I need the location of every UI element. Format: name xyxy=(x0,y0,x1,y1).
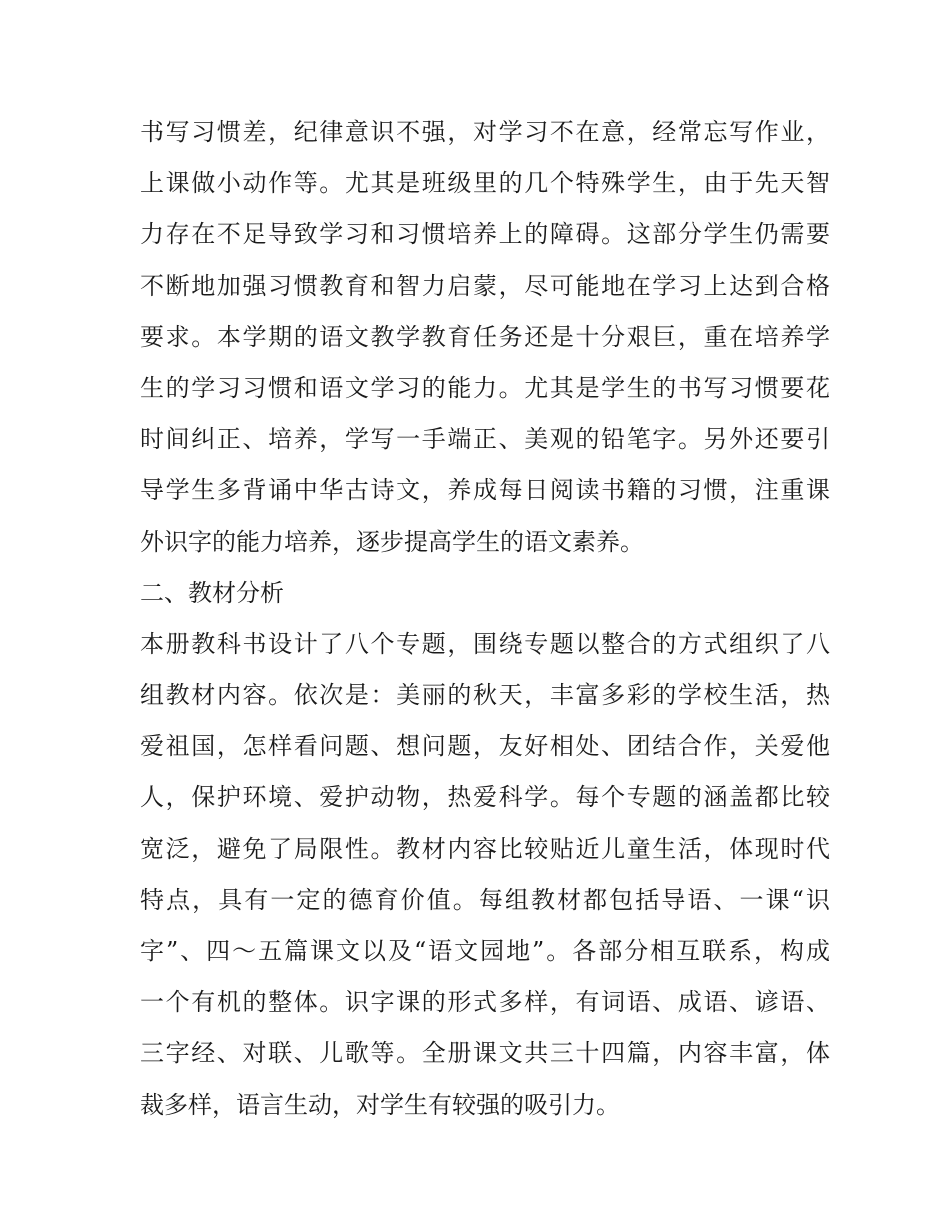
text-line: 字”、四～五篇课文以及“语文园地”。各部分相互联系，构成 xyxy=(140,937,830,965)
text-line: 裁多样，语言生动，对学生有较强的吸引力。 xyxy=(140,1090,620,1119)
text-line: 特点，具有一定的德育价值。每组教材都包括导语、一课“识 xyxy=(140,885,830,914)
section-heading: 二、教材分析 xyxy=(140,578,284,607)
text-line: 组教材内容。依次是：美丽的秋天，丰富多彩的学校生活，热 xyxy=(140,681,830,710)
text-line: 导学生多背诵中华古诗文，养成每日阅读书籍的习惯，注重课 xyxy=(140,476,830,505)
text-line: 三字经、对联、儿歌等。全册课文共三十四篇，内容丰富，体 xyxy=(140,1039,830,1068)
text-line: 爱祖国，怎样看问题、想问题，友好相处、团结合作，关爱他 xyxy=(140,732,830,761)
text-line: 不断地加强习惯教育和智力启蒙，尽可能地在学习上达到合格 xyxy=(140,271,830,300)
text-line: 要求。本学期的语文教学教育任务还是十分艰巨，重在培养学 xyxy=(140,322,830,351)
text-line: 一个有机的整体。识字课的形式多样，有词语、成语、谚语、 xyxy=(140,988,830,1017)
text-line: 人，保护环境、爱护动物，热爱科学。每个专题的涵盖都比较 xyxy=(140,783,830,812)
text-line: 力存在不足导致学习和习惯培养上的障碍。这部分学生仍需要 xyxy=(140,220,830,249)
text-line: 外识字的能力培养，逐步提高学生的语文素养。 xyxy=(140,527,644,556)
text-line: 本册教科书设计了八个专题，围绕专题以整合的方式组织了八 xyxy=(140,629,830,658)
text-line: 生的学习习惯和语文学习的能力。尤其是学生的书写习惯要花 xyxy=(140,373,830,402)
body-text xyxy=(140,107,830,1131)
text-line: 时间纠正、培养，学写一手端正、美观的铅笔字。另外还要引 xyxy=(140,425,830,454)
text-line: 书写习惯差，纪律意识不强，对学习不在意，经常忘写作业， xyxy=(140,118,830,146)
text-line: 上课做小动作等。尤其是班级里的几个特殊学生，由于先天智 xyxy=(140,169,830,198)
text-line: 宽泛，避免了局限性。教材内容比较贴近儿童生活，体现时代 xyxy=(140,834,830,863)
